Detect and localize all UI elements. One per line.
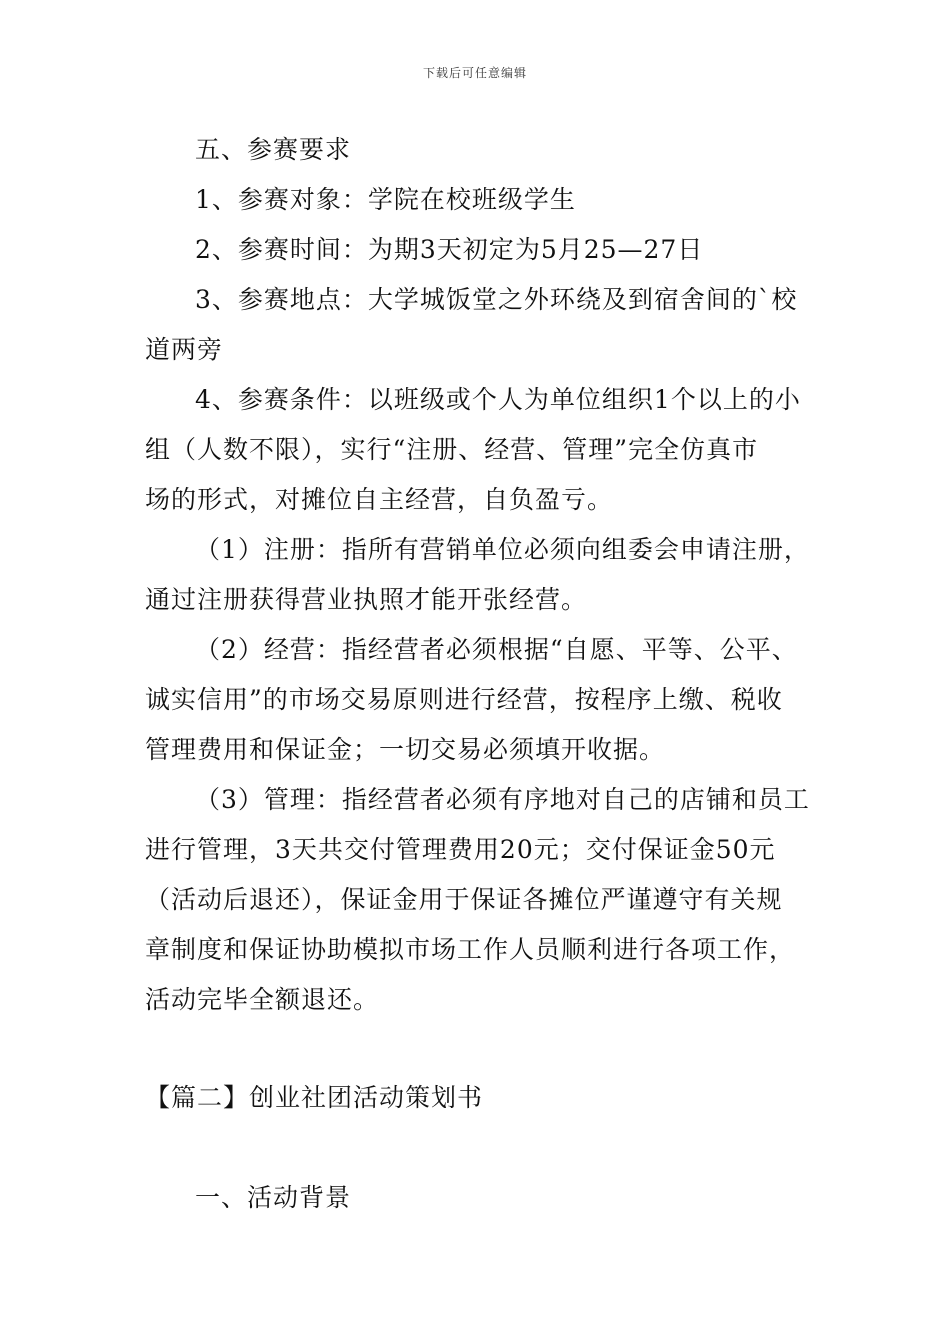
- paragraph-management-cont-4: 活动完毕全额退还。: [145, 985, 380, 1014]
- paragraph-conditions: 4、参赛条件：以班级或个人为单位组织1个以上的小: [195, 385, 801, 414]
- paragraph-management-cont-1: 进行管理，3天共交付管理费用20元；交付保证金50元: [145, 835, 776, 864]
- paragraph-time: 2、参赛时间：为期3天初定为5月25—27日: [195, 235, 704, 264]
- paragraph-management: （3）管理：指经营者必须有序地对自己的店铺和员工: [195, 785, 810, 814]
- section-heading-background: 一、活动背景: [195, 1183, 352, 1212]
- paragraph-registration: （1）注册：指所有营销单位必须向组委会申请注册，: [195, 535, 810, 564]
- paragraph-location: 3、参赛地点：大学城饭堂之外环绕及到宿舍间的`校: [195, 285, 798, 314]
- paragraph-operation: （2）经营：指经营者必须根据“自愿、平等、公平、: [195, 635, 798, 664]
- paragraph-management-cont-2: （活动后退还），保证金用于保证各摊位严谨遵守有关规: [145, 885, 783, 914]
- page-header: 下载后可任意编辑: [422, 66, 527, 80]
- paragraph-registration-cont: 通过注册获得营业执照才能开张经营。: [145, 585, 588, 614]
- paragraph-location-cont: 道两旁: [145, 335, 224, 364]
- paragraph-conditions-cont-2: 场的形式，对摊位自主经营，自负盈亏。: [145, 485, 614, 514]
- paragraph-management-cont-3: 章制度和保证协助模拟市场工作人员顺利进行各项工作，: [145, 935, 796, 964]
- paragraph-conditions-cont-1: 组（人数不限），实行“注册、经营、管理”完全仿真市: [145, 435, 759, 464]
- paragraph-operation-cont-1: 诚实信用”的市场交易原则进行经营，按程序上缴、税收: [145, 685, 783, 714]
- paragraph-operation-cont-2: 管理费用和保证金；一切交易必须填开收据。: [145, 735, 666, 764]
- section-heading-requirements: 五、参赛要求: [195, 135, 352, 164]
- chapter-title-part-two: 【篇二】创业社团活动策划书: [145, 1083, 484, 1112]
- paragraph-participants: 1、参赛对象：学院在校班级学生: [195, 185, 576, 214]
